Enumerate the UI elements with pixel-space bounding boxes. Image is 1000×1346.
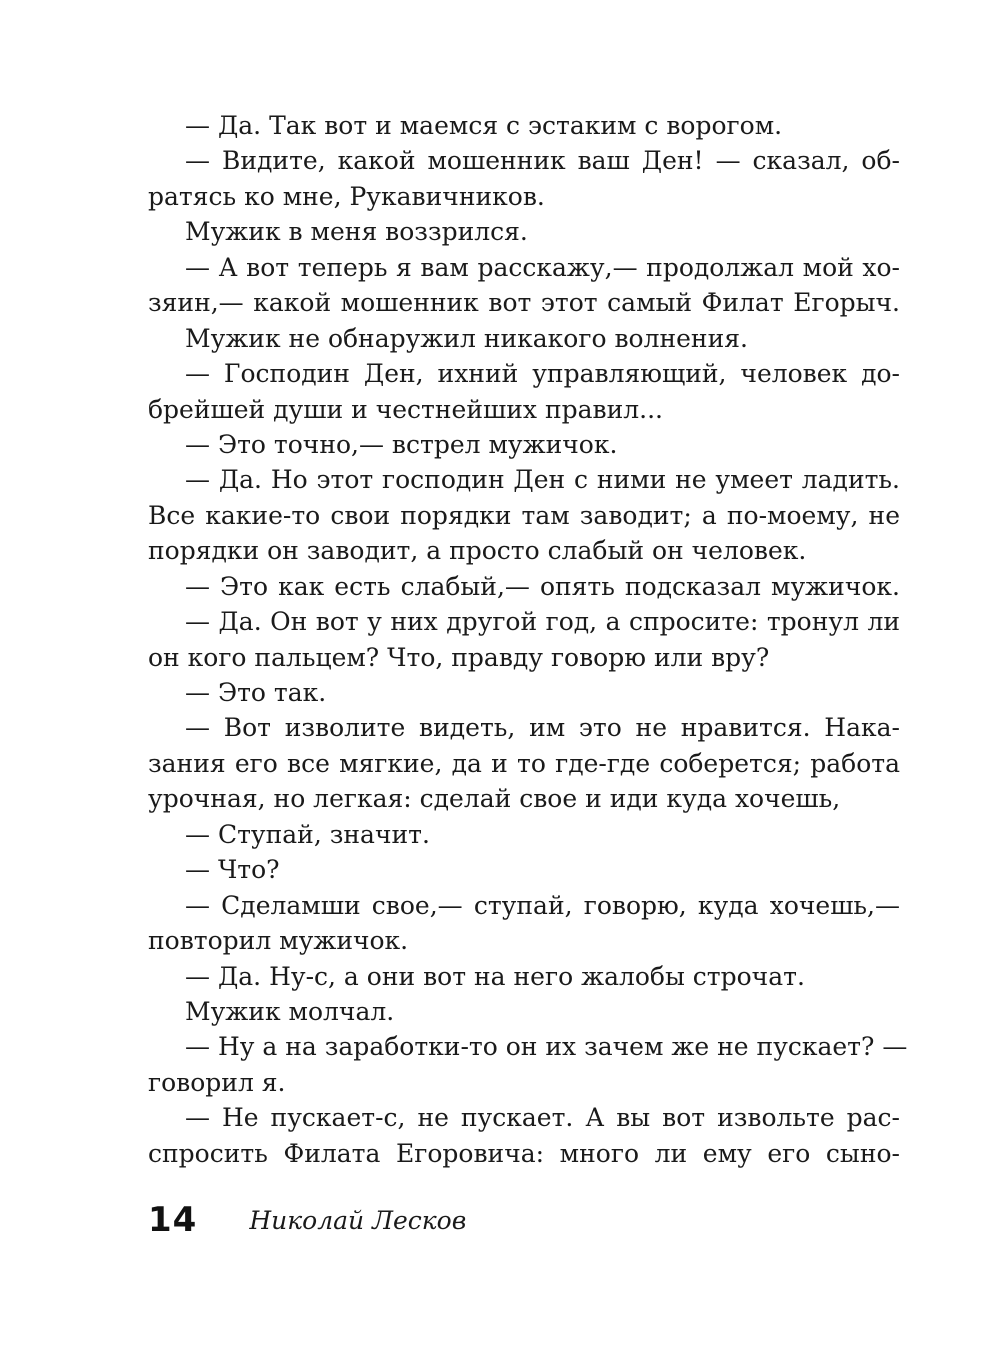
text-line: — Это как есть слабый,— опять подсказал мужичок. [185,571,900,601]
text-line: Мужик не обнаружил никакого волнения. [185,323,748,353]
text-line: повторил мужичок. [148,926,409,956]
text-line: — Видите, какой мошенник ваш Ден! — сказал, об- [185,146,900,176]
text-line: зяин,— какой мошенник вот этот самый Филат Егорыч. [148,288,900,318]
text-line: — А вот теперь я вам расскажу,— продолжал мой хо- [185,252,900,282]
text-line: — Что? [185,855,280,885]
text-line: он кого пальцем? Что, правду говорю или вру? [148,642,770,672]
text-line: — Это точно,— встрел мужичок. [185,429,618,459]
text-line: брейшей души и честнейших правил... [148,394,663,424]
text-line: — Да. Он вот у них другой год, а спросите: тронул ли [185,607,900,637]
text-line: зания его все мягкие, да и то где-где соберется; работа [148,748,900,778]
page-number: 14 [148,1200,198,1240]
text-line: — Ну а на заработки-то он их зачем же не пускает? — [185,1032,908,1062]
text-line: — Это так. [185,678,327,707]
text-line: — Да. Ну-с, а они вот на него жалобы строчат. [185,961,805,991]
running-title: Николай Лесков [249,1205,467,1235]
text-line: говорил я. [148,1067,286,1097]
text-line: — Господин Ден, ихний управляющий, человек до- [185,359,900,389]
text-line: — Да. Так вот и маемся с эстаким с ворогом. [185,111,783,140]
text-line: Мужик в меня воззрился. [185,217,528,247]
text-line: — Да. Но этот господин Ден с ними не умеет ладить. [185,465,900,495]
text-line: спросить Филата Егоровича: много ли ему его сыно- [148,1138,900,1168]
text-line: — Не пускает-с, не пускает. А вы вот извольте рас- [185,1103,900,1133]
text-line: — Вот изволите видеть, им это не нравится. Нака- [185,713,900,743]
text-line: — Сделамши свое,— ступай, говорю, куда хочешь,— [185,890,900,920]
text-line: порядки он заводит, а просто слабый он человек. [148,536,807,566]
text-line: ратясь ко мне, Рукавичников. [148,181,545,211]
text-line: — Ступай, значит. [185,819,430,849]
page-footer [148,1198,466,1242]
text-line: Все какие-то свои порядки там заводит; а по-моему, не [148,500,900,530]
text-line: урочная, но легкая: сделай свое и иди куда хочешь, [148,784,841,814]
body-text [148,108,908,1171]
text-line: Мужик молчал. [185,996,395,1026]
